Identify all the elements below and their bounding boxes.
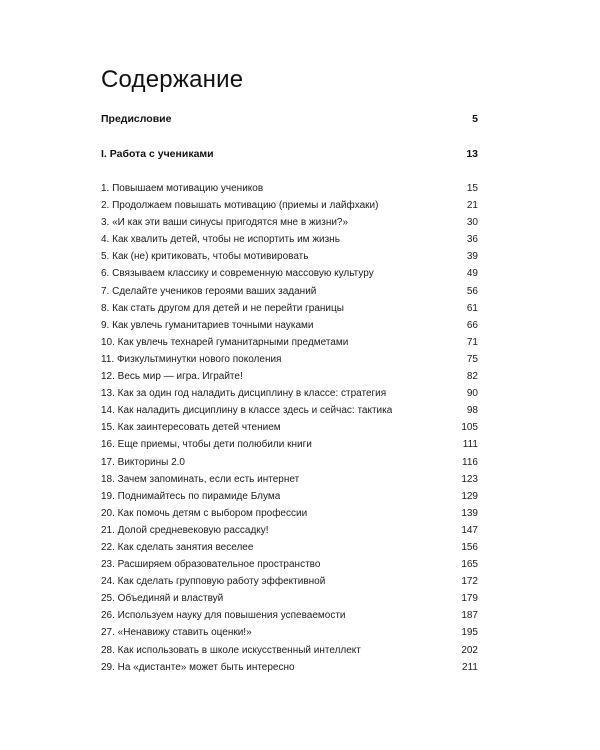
toc-entry-title: 13. Как за один год наладить дисциплину в классе: стратегия — [101, 388, 387, 400]
toc-entry — [101, 265, 478, 282]
toc-entry-title: 15. Как заинтересовать детей чтением — [101, 422, 281, 434]
toc-entry-title: 28. Как использовать в школе искусственный интеллект — [101, 644, 361, 656]
toc-entry-page-number: 98 — [466, 405, 478, 417]
toc-entry-title: 9. Как увлечь гуманитариев точными науками — [101, 319, 314, 331]
toc-entry-page-number: 75 — [466, 353, 478, 365]
toc-entry — [101, 368, 478, 385]
toc-entry — [101, 248, 478, 265]
toc-entry-page-number: 179 — [461, 593, 478, 605]
toc-entry — [101, 505, 478, 522]
toc-entry-title: 20. Как помочь детям с выбором профессии — [101, 507, 308, 519]
toc-entry — [101, 556, 478, 573]
toc-entry — [101, 436, 478, 453]
toc-entry-title: 25. Объединяй и властвуй — [101, 593, 224, 605]
toc-entry-page-number: 61 — [466, 302, 478, 314]
toc-entry-page-number: 165 — [461, 559, 478, 571]
toc-entry-title: 19. Поднимайтесь по пирамиде Блума — [101, 490, 281, 502]
toc-entry-title: 3. «И как эти ваши синусы пригодятся мне в жизни?» — [101, 217, 349, 229]
toc-list — [101, 180, 478, 676]
toc-entry — [101, 231, 478, 248]
toc-entry-page-number: 71 — [466, 336, 478, 348]
section-page-number: 13 — [466, 148, 478, 160]
toc-entry-title: 12. Весь мир — игра. Играйте! — [101, 371, 243, 383]
toc-entry-title: 21. Долой средневековую рассадку! — [101, 524, 269, 536]
toc-entry-page-number: 156 — [461, 541, 478, 553]
toc-entry-title: 23. Расширяем образовательное пространство — [101, 559, 321, 571]
toc-entry — [101, 180, 478, 197]
toc-entry-page-number: 30 — [466, 217, 478, 229]
toc-entry — [101, 522, 478, 539]
toc-entry-title: 14. Как наладить дисциплину в классе здесь и сейчас: тактика — [101, 405, 393, 417]
toc-entry — [101, 300, 478, 317]
toc-entry-title: 7. Сделайте учеников героями ваших заданий — [101, 285, 317, 297]
toc-entry-page-number: 21 — [466, 200, 478, 212]
toc-entry-page-number: 82 — [466, 371, 478, 383]
toc-entry-title: 5. Как (не) критиковать, чтобы мотивировать — [101, 251, 309, 263]
toc-entry — [101, 454, 478, 471]
toc-entry — [101, 419, 478, 436]
section-title: Предисловие — [101, 113, 172, 125]
toc-entry-page-number: 116 — [462, 456, 478, 468]
toc-entry — [101, 283, 478, 300]
toc-entry — [101, 317, 478, 334]
toc-entry-title: 2. Продолжаем повышать мотивацию (приемы и лайфхаки) — [101, 200, 379, 212]
toc-entry-title: 1. Повышаем мотивацию учеников — [101, 183, 264, 194]
toc-entry — [101, 334, 478, 351]
toc-entry — [101, 197, 478, 214]
toc-entry-page-number: 66 — [466, 319, 478, 331]
toc-entry-title: 22. Как сделать занятия веселее — [101, 541, 254, 553]
toc-entry — [101, 471, 478, 488]
toc-entry-title: 24. Как сделать групповую работу эффективной — [101, 576, 326, 588]
toc-section-preface — [101, 113, 478, 125]
toc-entry-title: 26. Используем науку для повышения успеваемости — [101, 610, 346, 622]
toc-entry-page-number: 202 — [461, 644, 478, 656]
toc-entry-title: 29. На «дистанте» может быть интересно — [101, 661, 295, 673]
toc-entry-page-number: 39 — [466, 251, 478, 263]
toc-entry — [101, 214, 478, 231]
toc-entry — [101, 539, 478, 556]
toc-entry-title: 17. Викторины 2.0 — [101, 456, 185, 468]
section-title: I. Работа с учениками — [101, 148, 214, 160]
toc-entry-page-number: 49 — [466, 268, 478, 280]
toc-entry-page-number: 123 — [461, 473, 478, 485]
toc-entry — [101, 590, 478, 607]
toc-entry-page-number: 187 — [461, 610, 478, 622]
toc-entry-page-number: 129 — [461, 490, 478, 502]
toc-entry-page-number: 105 — [461, 422, 478, 434]
toc-entry-page-number: 56 — [466, 285, 478, 297]
toc-entry-title: 10. Как увлечь технарей гуманитарными предметами — [101, 336, 349, 348]
toc-entry-title: 16. Еще приемы, чтобы дети полюбили книги — [101, 439, 312, 451]
toc-entry-title: 6. Связываем классику и современную массовую культуру — [101, 268, 374, 280]
toc-entry — [101, 642, 478, 659]
toc-entry — [101, 573, 478, 590]
toc-entry-page-number: 147 — [461, 524, 478, 536]
toc-entry-page-number: 111 — [462, 439, 478, 451]
toc-entry-page-number: 195 — [461, 627, 478, 639]
toc-entry — [101, 659, 478, 676]
toc-entry-title: 4. Как хвалить детей, чтобы не испортить им жизнь — [101, 234, 340, 246]
toc-entry-page-number: 36 — [466, 234, 478, 246]
toc-entry-page-number: 172 — [461, 576, 478, 588]
toc-section-part-1 — [101, 148, 478, 160]
toc-entry-title: 11. Физкультминутки нового поколения — [101, 353, 282, 365]
toc-entry-page-number: 211 — [462, 661, 478, 673]
toc-entry — [101, 402, 478, 419]
toc-entry — [101, 385, 478, 402]
toc-entry-title: 27. «Ненавижу ставить оценки!» — [101, 627, 252, 639]
toc-entry-page-number: 15 — [466, 183, 478, 194]
toc-entry-page-number: 90 — [466, 388, 478, 400]
section-page-number: 5 — [472, 113, 478, 125]
page-title: Содержание — [101, 66, 244, 93]
toc-entry-title: 18. Зачем запоминать, если есть интернет — [101, 473, 300, 485]
toc-entry — [101, 488, 478, 505]
toc-entry — [101, 607, 478, 624]
toc-entry — [101, 351, 478, 368]
toc-entry-title: 8. Как стать другом для детей и не перейти границы — [101, 302, 344, 314]
toc-entry — [101, 624, 478, 641]
toc-entry-page-number: 139 — [461, 507, 478, 519]
